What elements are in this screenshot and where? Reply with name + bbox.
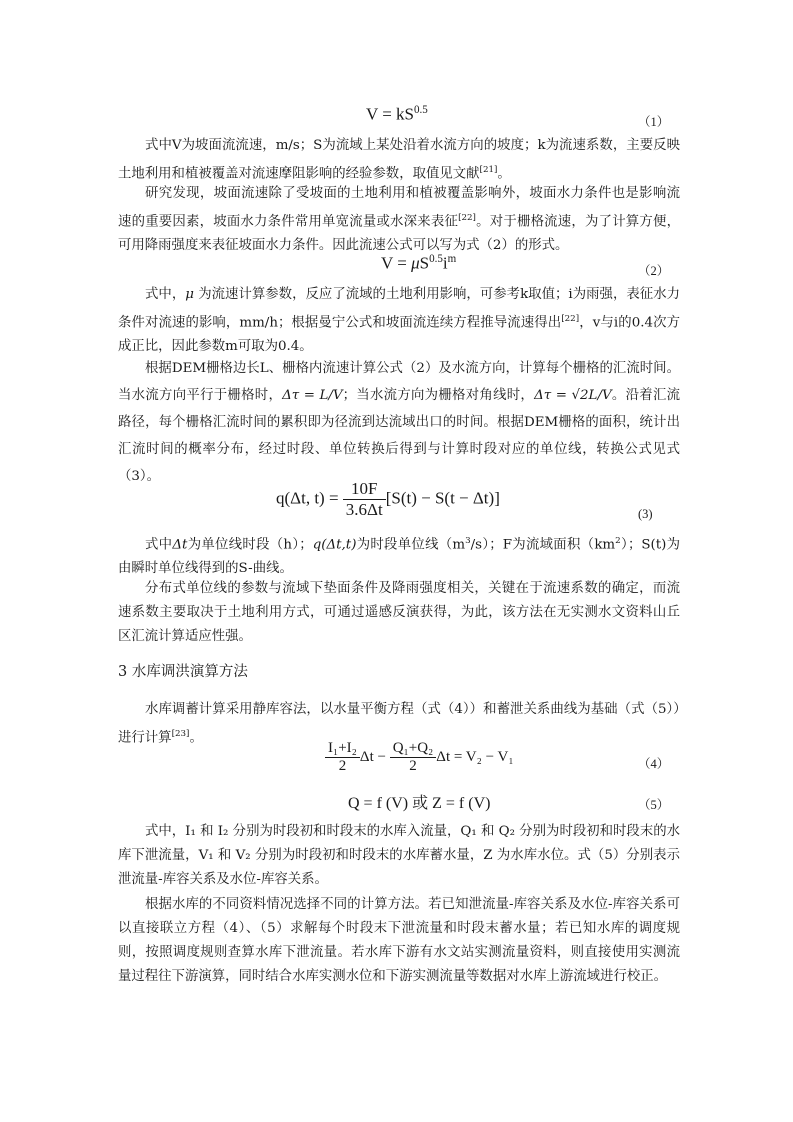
equation-5-number: （5） xyxy=(638,798,670,812)
paragraph-symbols: 式中Δt为单位线时段（h）；q(Δt,t)为时段单位线$(m^3/s)$；F为流域面积$(km^2)$；S(t)为由瞬时单位线得到的S-曲线。 xyxy=(118,536,681,577)
equation-4: $\frac{\text{I₁+I₂}}{2}$ Δt − $\frac{\text{Q₁+Q₂}}{2}$ Δt = V₂ − V₁ xyxy=(325,740,514,775)
paragraph-parameters: 式中，μ 为流速计算参数，反应了流域的土地利用影响，可参考k取值；i为雨强，表征水力条件对流速的影响，mm/h；根据曼宁公式和坡面流连续方程推导流速得出[22]，v与i的0.4次方成正比，因此参数m可取为0.4。 xyxy=(118,287,680,355)
paragraph-calculation-options: 根据水库的不同资料情况选择不同的计算方法。若已知泄流量-库容关系及水位-库容关系可以直接联立方程（4）、（5）求解每个时段末下泄流量和时段末蓄水量；若已知水库的调度规则，按照调度规则查算水库下泄流量。若水库下游有水文站实测流量资料，则直接使用实测流量过程往下游演算，同时结合水库实测水位和下游实测流量等数据对水库上游流域进行校正。 xyxy=(118,897,680,984)
paragraph-hydraulic-conditions: 研究发现，坡面流速除了受坡面的土地利用和植被覆盖影响外，坡面水力条件也是影响流速的重要因素，坡面水力条件常用单宽流量或水深来表征[22]。对于栅格流速，为了计算方便，可用降雨强度来表征坡面水力条件。因此流速公式可以写为式（2）的形式。 xyxy=(118,186,680,254)
equation-4-number: （4） xyxy=(638,757,670,771)
paragraph-grid-travel-time: 根据DEM栅格边长L、栅格内流速计算公式（2）及水流方向，计算每个栅格的汇流时间。当水流方向平行于栅格时，Δτ = L/V；当水流方向为栅格对角线时，Δτ = √2L/V。沿着汇流路径，每个栅格汇流时间的累积即为径流到达流域出口的时间。根据DEM栅格的面积，统计出汇流时间的概率分布，经过时段、单位转换后得到与计算时段对应的单位线，转换公式见式（3）。 xyxy=(118,361,681,484)
equation-2: $V = \mu S^{0.5}i^m$ xyxy=(381,253,457,273)
paragraph-reservoir-symbols: 式中，I₁ 和 I₂ 分别为时段初和时段末的水库入流量，Q₁ 和 Q₂ 分别为时段初和时段末的水库下泄流量，V₁ 和 V₂ 分别为时段初和时段末的水库蓄水量，Z 为水库水位。式（5）分别表示泄流量-库容关系及水位-库容关系。 xyxy=(118,824,680,887)
equation-3-number: (3) xyxy=(638,507,653,521)
paragraph-distributed-unit-hydrograph: 分布式单位线的参数与流域下垫面条件及降雨强度相关，关键在于流速系数的确定，而流速系数主要取决于土地利用方式，可通过遥感反演获得，为此，该方法在无实测水文资料山丘区汇流计算适应性强。 xyxy=(118,581,680,644)
equation-3: q(Δt, t) = $\frac{10F}{3.6\Delta t}$ [S(t) − S(t − Δt)] xyxy=(276,479,500,519)
equation-1: $V = kS^{0.5}$ xyxy=(366,104,428,124)
equation-1-number: （1） xyxy=(638,115,670,129)
paragraph-velocity-definition: 式中V为坡面流流速，m/s；S为流域上某处沿着水流方向的坡度；k为流速系数，主要反映土地利用和植被覆盖对流速摩阻影响的经验参数，取值见文献[21]。 xyxy=(118,138,680,182)
equation-5: Q = f (V) 或 Z = f (V) xyxy=(348,795,491,812)
equation-2-number: （2） xyxy=(638,264,670,278)
section-heading: 3 水库调洪演算方法 xyxy=(118,664,248,680)
paragraph-reservoir-method: 水库调蓄计算采用静库容法，以水量平衡方程（式（4））和蓄泄关系曲线为基础（式（5））进行计算[23]。 xyxy=(118,702,680,746)
